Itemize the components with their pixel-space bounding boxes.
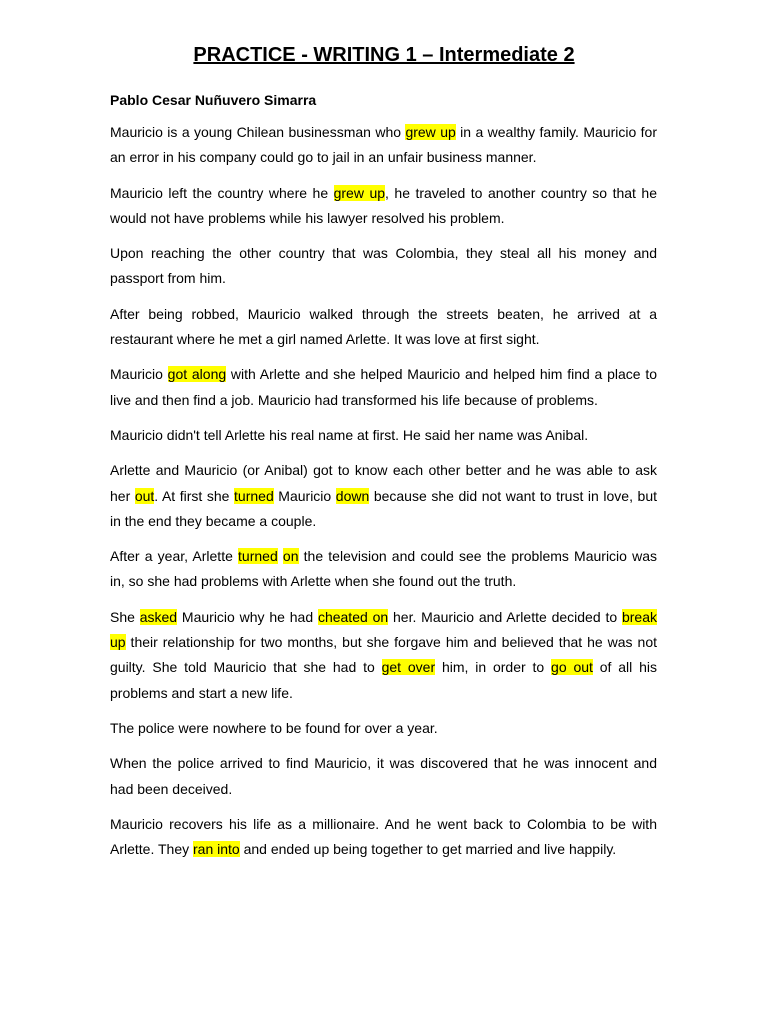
highlighted-phrase: break up <box>110 608 657 651</box>
text-run: After being robbed, Mauricio walked through the streets beaten, he arrived at a restaurant where he met a girl named Arlette. It was love at first sight. <box>110 305 657 348</box>
highlighted-phrase: down <box>335 487 370 504</box>
paragraph <box>110 120 657 171</box>
document-body <box>110 120 657 872</box>
text-run: with Arlette and she helped Mauricio and helped him find a place to live and then find a job. Mauricio had transformed his life because of problems. <box>110 366 657 408</box>
text-run: their relationship for two months, but she forgave him and believed that he was not guilty. She told Mauricio that she had to <box>110 634 657 676</box>
author-name: Pablo Cesar Nuñuvero Simarra <box>110 92 317 108</box>
highlighted-phrase: on <box>282 548 299 565</box>
text-run: Mauricio is a young Chilean businessman who <box>110 124 406 140</box>
paragraph <box>110 302 657 353</box>
text-run: After a year, Arlette <box>110 548 239 565</box>
highlighted-phrase: asked <box>139 608 178 625</box>
document-title: PRACTICE - WRITING 1 – Intermediate 2 <box>193 44 575 66</box>
text-run: The police were nowhere to be found for over a year. <box>110 719 438 736</box>
paragraph <box>110 605 657 706</box>
text-run: . At first she <box>154 487 235 504</box>
text-run: Mauricio didn't tell Arlette his real name at first. He said her name was Anibal. <box>110 426 589 443</box>
paragraph <box>110 812 657 863</box>
text-run: Mauricio left the country where he <box>110 184 334 201</box>
text-run: in a wealthy family. Mauricio for an error in his company could go to jail in an unfair business manner. <box>110 124 657 166</box>
text-run: Mauricio why he had <box>177 608 318 625</box>
text-run: , he traveled to another country so that he would not have problems while his lawyer resolved his problem. <box>110 184 658 226</box>
highlighted-phrase: turned <box>234 487 274 504</box>
paragraph <box>110 241 657 292</box>
highlighted-phrase: turned <box>238 548 278 565</box>
text-run: him, in order to <box>435 659 552 676</box>
highlighted-phrase: out <box>134 487 155 504</box>
highlighted-phrase: ran into <box>193 841 240 858</box>
highlighted-phrase: get over <box>381 659 436 676</box>
text-run: She <box>110 608 140 625</box>
highlighted-phrase: cheated on <box>317 608 389 625</box>
text-run: Mauricio <box>273 487 336 504</box>
paragraph <box>110 181 657 232</box>
text-run: because she did not want to trust in love, but in the end they became a couple. <box>110 487 658 529</box>
text-run: Mauricio recovers his life as a millionaire. And he went back to Colombia to be with Arlette. They <box>110 815 657 858</box>
text-run: Upon reaching the other country that was Colombia, they steal all his money and passport from him. <box>110 245 657 287</box>
highlighted-phrase: grew up <box>333 184 386 201</box>
text-run: Arlette and Mauricio (or Anibal) got to know each other better and he was able to ask her <box>110 462 657 504</box>
text-run: the television and could see the problems Mauricio was in, so she had problems with Arlette when she found out the truth. <box>110 548 658 590</box>
paragraph <box>110 544 657 595</box>
highlighted-phrase: go out <box>551 659 593 676</box>
paragraph <box>110 362 657 413</box>
paragraph <box>110 458 657 534</box>
text-run: and ended up being together to get married and live happily. <box>239 841 617 858</box>
text-run: her. Mauricio and Arlette decided to <box>388 608 622 625</box>
highlighted-phrase: got along <box>167 366 227 383</box>
paragraph <box>110 423 657 448</box>
text-run: Mauricio <box>110 366 168 383</box>
paragraph <box>110 716 657 741</box>
text-run: When the police arrived to find Mauricio, it was discovered that he was innocent and had been deceived. <box>110 755 657 797</box>
paragraph <box>110 751 657 802</box>
text-run: of all his problems and start a new life. <box>110 659 657 701</box>
highlighted-phrase: grew up <box>405 124 456 140</box>
